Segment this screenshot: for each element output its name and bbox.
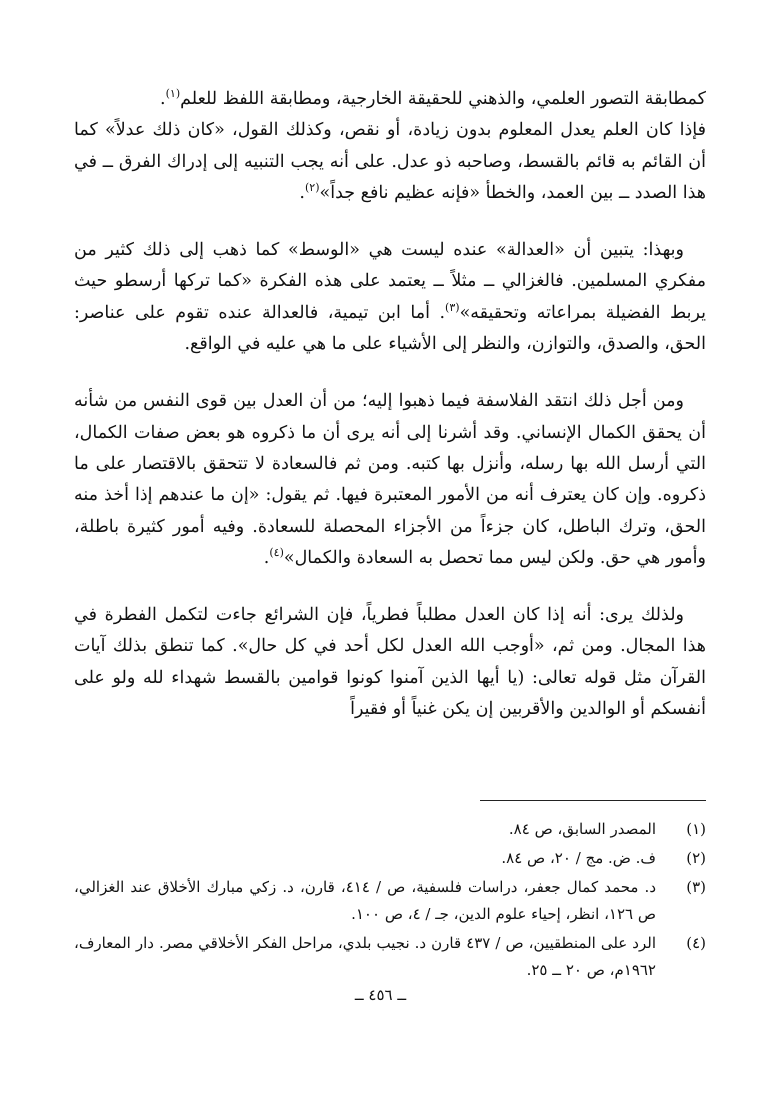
paragraph-1-tail: . bbox=[160, 89, 166, 109]
footnote-2-number: (٢) bbox=[686, 849, 706, 867]
paragraph-4 bbox=[74, 386, 706, 574]
paragraph-4-text: ومن أجل ذلك انتقد الفلاسفة فيما ذهبوا إليه؛ من أن العدل بين قوى النفس من شأنه أن يحقق الكمال الإنساني. وقد أشرنا إلى أنه يرى أن ما ذكروه هو بعض صفات الكمال، التي أرسل الله بها رسله، وأنزل بها كتبه. ومن ثم فالسعادة لا تتحقق بالاقتصار على ما ذكروه. وإن كان يعترف أنه من الأمور المعتبرة فيها. ثم يقول: «إن ما عندهم إذا أخذ منه الحق، وترك الباطل، كان جزءاً من الأجزاء المحصلة للسعادة. وفيه أمور كثيرة باطلة، وأمور هي حق. ولكن ليس مما تحصل به السعادة والكمال» bbox=[74, 391, 706, 568]
footnotes bbox=[74, 816, 706, 986]
footnote-separator bbox=[480, 800, 706, 801]
page-number: ــ ٤٥٦ ــ bbox=[354, 986, 407, 1004]
footnote-4-number: (٤) bbox=[686, 934, 706, 952]
footnote-ref-3: (٣) bbox=[445, 300, 460, 314]
paragraph-3 bbox=[74, 235, 706, 360]
footnote-4-text: الرد على المنطقيين، ص / ٤٣٧ قارن د. نجيب بلدي، مراحل الفكر الأخلاقي مصر. دار المعارف، ١٩٦٢م، ص ٢٠ ــ ٢٥. bbox=[74, 934, 656, 979]
footnote-3-text: د. محمد كمال جعفر، دراسات فلسفية، ص / ٤١٤، قارن، د. زكي مبارك الأخلاق عند الغزالي، ص ١٢٦، انظر، إحياء علوم الدين، جـ / ٤، ص ١٠٠. bbox=[74, 878, 657, 923]
paragraph-4-tail: . bbox=[263, 547, 270, 568]
footnote-4 bbox=[74, 930, 706, 984]
footnote-2-text: ف. ض. مج / ٢٠، ص ٨٤. bbox=[501, 849, 656, 867]
footnote-3-number: (٣) bbox=[686, 878, 706, 896]
paragraph-3-tail: . أما ابن تيمية، فالعدالة عنده تقوم على عناصر: الحق، والصدق، والتوازن، والنظر إلى الأشياء على ما هي عليه في الواقع. bbox=[74, 302, 706, 355]
footnote-1 bbox=[74, 816, 706, 843]
paragraph-2-text: فإذا كان العلم يعدل المعلوم بدون زيادة، أو نقص، وكذلك القول، «كان ذلك عدلاً» كما أن القائم به قائم بالقسط، وصاحبه ذو عدل. على أنه يجب التنبيه إلى إدراك الفرق ــ في هذا الصدد ــ بين العمد، والخطأ «فإنه عظيم نافع جداً» bbox=[74, 120, 706, 203]
footnote-1-number: (١) bbox=[686, 820, 706, 838]
paragraph-2-tail: . bbox=[299, 182, 305, 203]
paragraph-1 bbox=[74, 84, 706, 209]
paragraph-1-text: كمطابقة التصور العلمي، والذهني للحقيقة الخارجية، ومطابقة اللفظ للعلم bbox=[180, 89, 706, 109]
footnote-3 bbox=[74, 874, 706, 928]
paragraph-3-text: وبهذا: يتبين أن «العدالة» عنده ليست هي «الوسط» كما ذهب إلى ذلك كثير من مفكري المسلمين. فالغزالي ــ مثلاً ــ يعتمد على هذه الفكرة «كما تركها أرسطو حيث يربط الفضيلة بمراعاته وتحقيقه» bbox=[74, 240, 707, 323]
paragraph-5 bbox=[74, 600, 706, 725]
footnote-ref-1: (١) bbox=[165, 87, 181, 101]
footnote-ref-4: (٤) bbox=[269, 546, 284, 560]
footnote-1-text: المصدر السابق، ص ٨٤. bbox=[508, 820, 656, 838]
main-text bbox=[74, 84, 706, 751]
paragraph-5-text: ولذلك يرى: أنه إذا كان العدل مطلباً فطرياً، فإن الشرائع جاءت لتكمل الفطرة في هذا المجال. ومن ثم، «أوجب الله العدل لكل أحد في كل حال». كما تنطق بذلك آيات القرآن مثل قوله تعالى: (يا أيها الذين آمنوا كونوا قوامين بالقسط شهداء لله ولو على أنفسكم أو الوالدين والأقربين إن يكن غنياً أو فقيراً bbox=[74, 605, 706, 720]
footnote-ref-2: (٢) bbox=[305, 181, 320, 195]
footnote-2 bbox=[74, 845, 706, 872]
